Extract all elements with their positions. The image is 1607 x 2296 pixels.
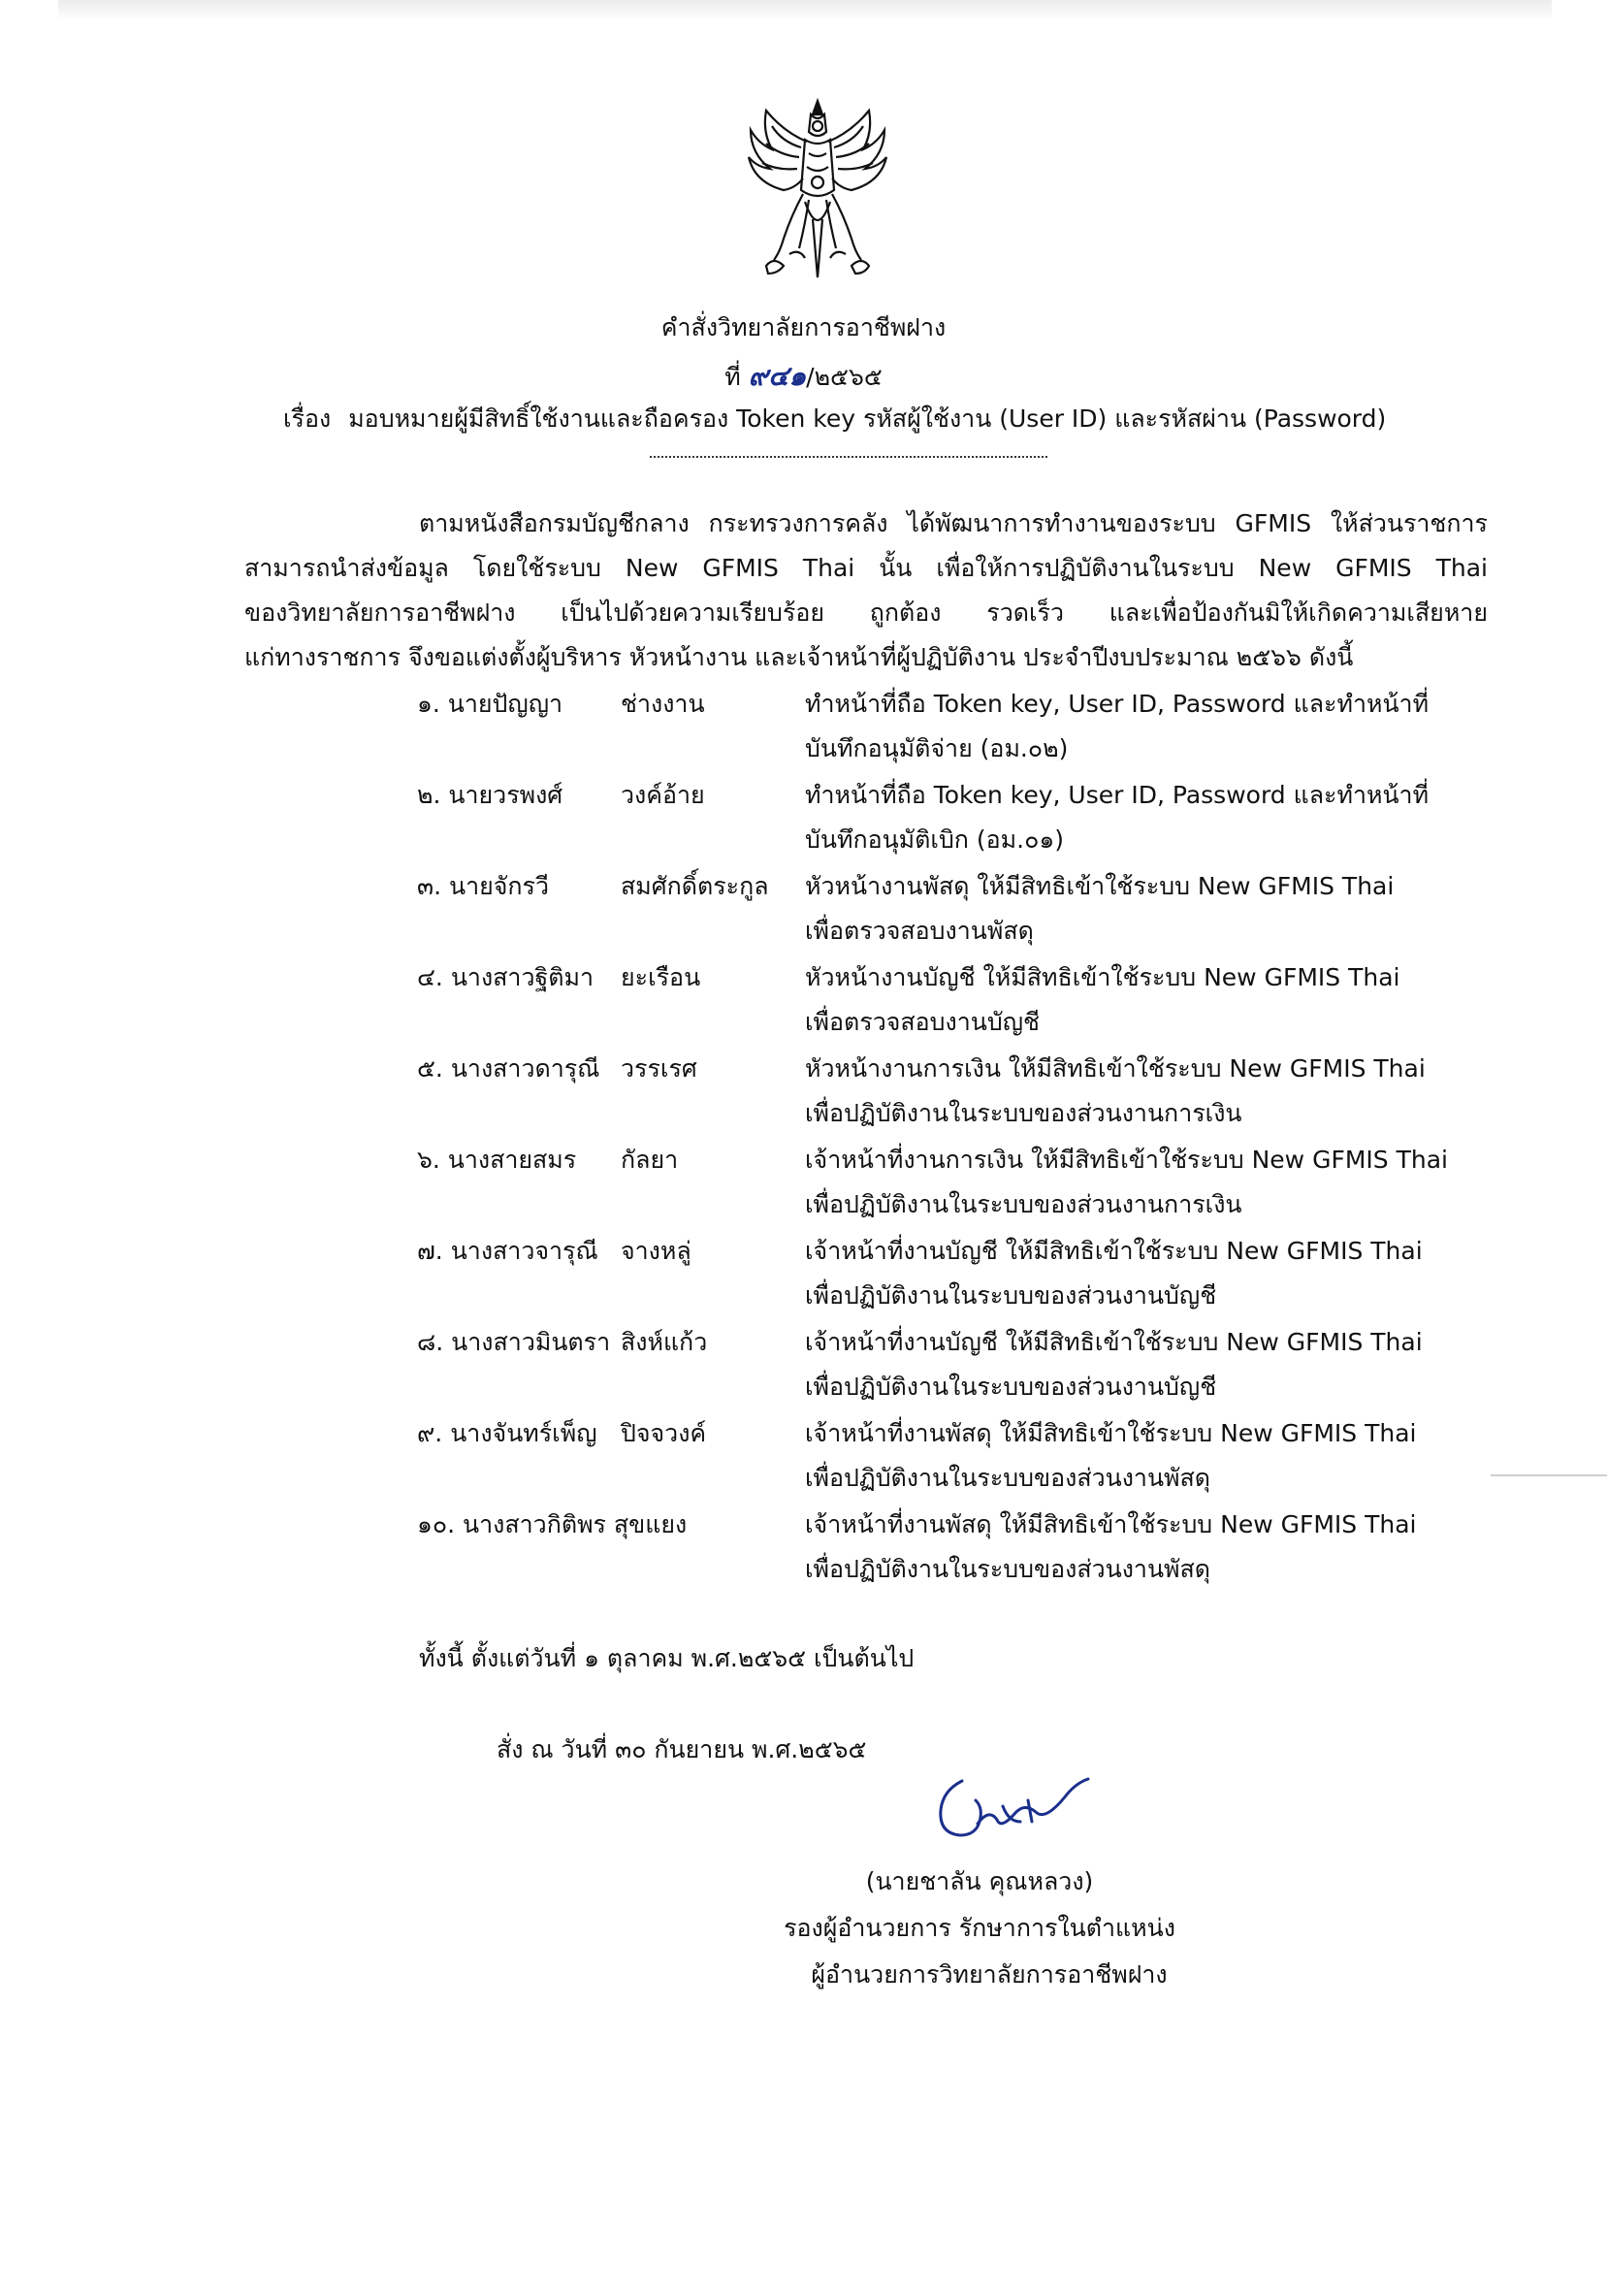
document-title: คำสั่งวิทยาลัยการอาชีพฝาง bbox=[660, 313, 947, 341]
scan-artifact-right bbox=[1491, 1474, 1607, 1476]
item-duty-line2: บันทึกอนุมัติจ่าย (อม.๐๒) bbox=[805, 734, 1069, 762]
item-duty-line1: หัวหน้างานการเงิน ให้มีสิทธิเข้าใช้ระบบ New GFMIS Thai bbox=[805, 1054, 1426, 1083]
item-name: ๒. นายวรพงศ์ bbox=[417, 781, 563, 809]
item-duty-line1: ทำหน้าที่ถือ Token key, User ID, Password และทำหน้าที่ bbox=[805, 781, 1430, 809]
subject-label: เรื่อง bbox=[283, 404, 332, 433]
item-surname: ช่างงาน bbox=[621, 690, 705, 718]
item-duty-line1: เจ้าหน้าที่งานพัสดุ ให้มีสิทธิเข้าใช้ระบบ New GFMIS Thai bbox=[805, 1510, 1417, 1538]
item-surname: วรรเรศ bbox=[621, 1054, 697, 1083]
item-name: ๓. นายจักรวี bbox=[417, 872, 550, 900]
item-surname: ปิจจวงค์ bbox=[621, 1419, 707, 1447]
order-number-suffix: /๒๕๖๕ bbox=[806, 363, 883, 391]
item-duty-line1: หัวหน้างานพัสดุ ให้มีสิทธิเข้าใช้ระบบ New GFMIS Thai bbox=[805, 872, 1395, 900]
list-item bbox=[417, 1505, 1494, 1595]
order-number-handwritten: ๙๔๑ bbox=[748, 360, 807, 392]
order-number-prefix: ที่ bbox=[724, 363, 741, 391]
paragraph-line: สามารถนำส่งข้อมูล โดยใช้ระบบ New GFMIS Thai นั้น เพื่อให้การปฏิบัติงานในระบบ New GFMIS Thai bbox=[244, 554, 1488, 582]
ordered-date: สั่ง ณ วันที่ ๓๐ กันยายน พ.ศ.๒๕๖๕ bbox=[497, 1735, 867, 1763]
list-item bbox=[417, 1141, 1494, 1230]
paragraph-line: แก่ทางราชการ จึงขอแต่งตั้งผู้บริหาร หัวหน้างาน และเจ้าหน้าที่ผู้ปฏิบัติงาน ประจำปีงบประมาณ ๒๕๖๖ ดังนี้ bbox=[244, 643, 1354, 671]
item-surname: จางหลู่ bbox=[621, 1237, 691, 1265]
item-duty-line2: เพื่อปฏิบัติงานในระบบของส่วนงานการเงิน bbox=[805, 1099, 1242, 1127]
item-duty-line2: บันทึกอนุมัติเบิก (อม.๐๑) bbox=[805, 825, 1064, 854]
handwritten-signature-icon bbox=[921, 1762, 1096, 1868]
item-duty-line2: เพื่อปฏิบัติงานในระบบของส่วนงานบัญชี bbox=[805, 1373, 1217, 1401]
item-duty-line2: เพื่อตรวจสอบงานบัญชี bbox=[805, 1008, 1041, 1036]
item-name: ๑๐. นางสาวกิติพร สุขแยง bbox=[417, 1510, 688, 1538]
signer-position-line1: รองผู้อำนวยการ รักษาการในตำแหน่ง bbox=[784, 1914, 1175, 1942]
list-item bbox=[417, 685, 1494, 774]
item-duty-line2: เพื่อตรวจสอบงานพัสดุ bbox=[805, 917, 1034, 945]
item-surname: สมศักดิ์ตระกูล bbox=[621, 872, 769, 900]
item-name: ๑. นายปัญญา bbox=[417, 690, 563, 718]
item-duty-line1: ทำหน้าที่ถือ Token key, User ID, Password และทำหน้าที่ bbox=[805, 690, 1430, 718]
signer-position-line2: ผู้อำนวยการวิทยาลัยการอาชีพฝาง bbox=[811, 1960, 1168, 1989]
item-name: ๘. นางสาวมินตรา bbox=[417, 1328, 611, 1356]
item-duty-line1: เจ้าหน้าที่งานการเงิน ให้มีสิทธิเข้าใช้ระบบ New GFMIS Thai bbox=[805, 1146, 1448, 1174]
item-name: ๙. นางจันทร์เพ็ญ bbox=[417, 1419, 597, 1447]
item-surname: ยะเรือน bbox=[621, 963, 701, 991]
list-item bbox=[417, 1414, 1494, 1504]
item-duty-line1: เจ้าหน้าที่งานบัญชี ให้มีสิทธิเข้าใช้ระบบ New GFMIS Thai bbox=[805, 1237, 1423, 1265]
paragraph-line: ของวิทยาลัยการอาชีพฝาง เป็นไปด้วยความเรียบร้อย ถูกต้อง รวดเร็ว และเพื่อป้องกันมิให้เกิดความเสียหาย bbox=[244, 598, 1488, 627]
list-item bbox=[417, 1232, 1494, 1321]
item-duty-line1: เจ้าหน้าที่งานบัญชี ให้มีสิทธิเข้าใช้ระบบ New GFMIS Thai bbox=[805, 1328, 1423, 1356]
paragraph-line: ตามหนังสือกรมบัญชีกลาง กระทรวงการคลัง ได้พัฒนาการทำงานของระบบ GFMIS ให้ส่วนราชการ bbox=[419, 509, 1488, 537]
effective-date: ทั้งนี้ ตั้งแต่วันที่ ๑ ตุลาคม พ.ศ.๒๕๖๕ เป็นต้นไป bbox=[419, 1644, 915, 1672]
list-item bbox=[417, 776, 1494, 865]
item-surname: กัลยา bbox=[621, 1146, 679, 1174]
item-name: ๕. นางสาวดารุณี bbox=[417, 1054, 600, 1083]
subject-line bbox=[283, 400, 1386, 438]
item-duty-line1: เจ้าหน้าที่งานพัสดุ ให้มีสิทธิเข้าใช้ระบบ New GFMIS Thai bbox=[805, 1419, 1417, 1447]
item-duty-line2: เพื่อปฏิบัติงานในระบบของส่วนงานพัสดุ bbox=[805, 1555, 1211, 1583]
dotted-divider bbox=[650, 456, 1047, 458]
order-number bbox=[0, 355, 1607, 398]
garuda-emblem-icon bbox=[745, 93, 890, 287]
subject-text: มอบหมายผู้มีสิทธิ์ใช้งานและถือครอง Token key รหัสผู้ใช้งาน (User ID) และรหัสผ่าน (Password) bbox=[348, 404, 1387, 433]
item-duty-line1: หัวหน้างานบัญชี ให้มีสิทธิเข้าใช้ระบบ New GFMIS Thai bbox=[805, 963, 1400, 991]
scan-artifact-top bbox=[58, 0, 1552, 21]
list-item bbox=[417, 1050, 1494, 1139]
item-duty-line2: เพื่อปฏิบัติงานในระบบของส่วนงานพัสดุ bbox=[805, 1464, 1211, 1492]
signer-name: (นายชาลัน คุณหลวง) bbox=[865, 1867, 1094, 1895]
item-name: ๗. นางสาวจารุณี bbox=[417, 1237, 598, 1265]
item-duty-line2: เพื่อปฏิบัติงานในระบบของส่วนงานการเงิน bbox=[805, 1190, 1242, 1218]
item-duty-line2: เพื่อปฏิบัติงานในระบบของส่วนงานบัญชี bbox=[805, 1281, 1217, 1310]
list-item bbox=[417, 867, 1494, 956]
item-surname: สิงห์แก้ว bbox=[621, 1328, 708, 1356]
item-name: ๔. นางสาวฐิติมา bbox=[417, 963, 595, 991]
item-name: ๖. นางสายสมร bbox=[417, 1146, 577, 1174]
list-item bbox=[417, 1323, 1494, 1412]
item-surname: วงค์อ้าย bbox=[621, 781, 705, 809]
list-item bbox=[417, 958, 1494, 1048]
